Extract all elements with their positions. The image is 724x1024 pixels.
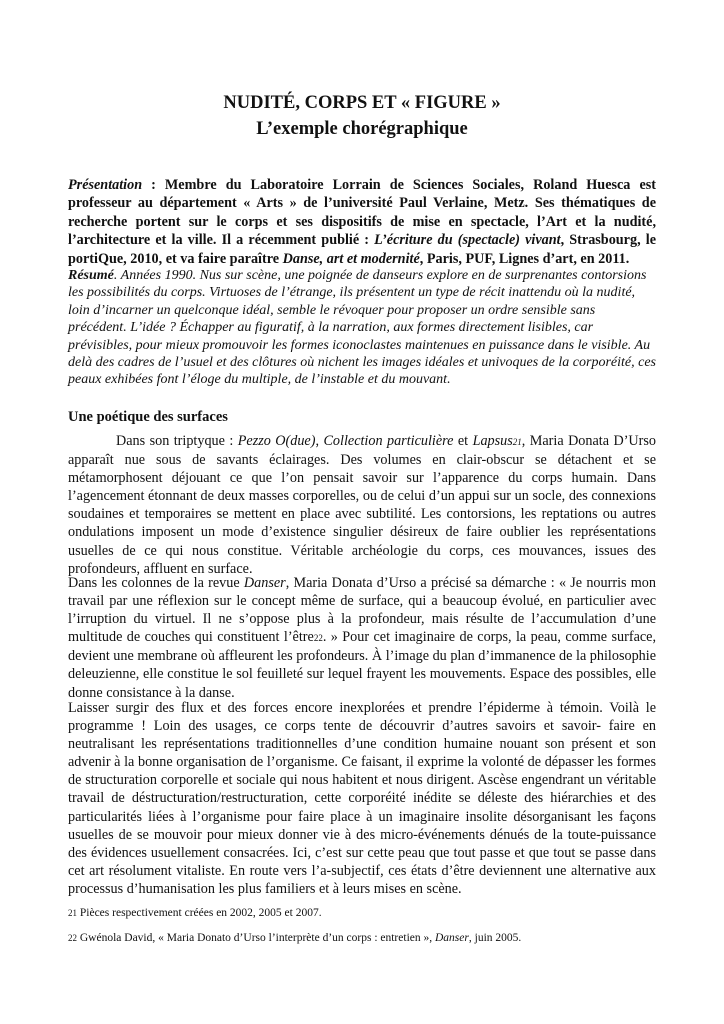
footnote-text: Pièces respectivement créées en 2002, 2005 et 2007.	[77, 907, 322, 919]
work-title-2: Collection particulière	[323, 433, 454, 449]
journal-title: Danser	[243, 575, 286, 591]
p2-text-b: , Maria Donata d’Urso a précisé sa démarche : « Je nourris mon travail par une réflexion sur le concept même de surface, qui a beaucoup évolué, en particulier avec l’irruption du virtuel. Il ne s’oppose plus à la profondeur, mais résulte de l’accumulation d’une multitude de couches qui constituent l’être	[68, 575, 656, 646]
footnote-ref-22[interactable]: 22	[313, 633, 323, 644]
article-title: NUDITÉ, CORPS ET « FIGURE »	[223, 93, 501, 113]
paragraph-3: Laisser surgir des flux et des forces encore inexplorées et prendre l’épiderme à témoin. Voilà le programme ! Loin des usages, ce corps tente de découvrir d’autres savoirs et savoir- faire en neutralisant les représentations traditionnelles d’une condition humaine nouant son présent et son advenir à la bonne organisation de l’organisme. Ce faisant, il exprime la volonté de dépasser les formes de structuration corporelle et sociale qui nous habitent et nous dirigent. Ascèse engendrant un véritable travail de déstructuration/restructuration, cette corporéité inédite se déleste des hiérarchies et des particularités liées à l’organisme pour faire place à un imaginaire insolite désorganisant les façons usuelles de se mouvoir pour mieux donner vie à des micro-événements dénués de la toute-puissance des évidences usuellement consacrées. Ici, c’est sur cette peau que tout passe et que tout se passe dans cet art résolument vitaliste. En route vers l’a-subjectif, ces états d’être deviennent une alternative aux processus d’humanisation les plus familiers et à leurs mises en scène.	[68, 700, 656, 897]
author-presentation	[68, 176, 656, 268]
footnote-ref-21[interactable]: 21	[512, 437, 522, 447]
book-title-2: Danse, art et modernité	[282, 250, 420, 267]
footnote-number: 22	[68, 933, 77, 943]
p1-text-a: Dans son triptyque :	[116, 433, 238, 449]
footnote-21	[68, 906, 322, 920]
p2-text-c: . » Pour cet imaginaire de corps, la peau, comme surface, devient une membrane où affleurent les profondeurs. À l’image du plan d’immanence de la philosophie deleuzienne, elle constitue le sol feuilleté sur lequel frayent les mouvements. Espace des possibles, elle donne consistance à la danse.	[68, 629, 657, 701]
abstract-label: Résumé	[68, 268, 114, 283]
p2-text-a: Dans les colonnes de la revue	[68, 575, 244, 591]
presentation-text-3: , Paris, PUF, Lignes d’art, en 2011.	[419, 250, 630, 267]
presentation-text-2: , Strasbourg, le portiQue, 2010, et va faire paraître	[68, 232, 656, 267]
abstract	[68, 267, 656, 389]
presentation-text-1: : Membre du Laboratoire Lorrain de Sciences Sociales, Roland Huesca est professeur au département « Arts » de l’université Paul Verlaine, Metz. Ses thématiques de recherche portent sur le corps et ses dispositifs de mise en spectacle, l’Art et la nudité, l’architecture et la ville. Il a récemment publié :	[68, 177, 656, 249]
work-title-1: Pezzo O(due)	[237, 433, 316, 449]
work-title-3: Lapsus	[472, 433, 513, 449]
presentation-label: Présentation	[68, 177, 143, 193]
footnote-text-a: Gwénola David, « Maria Donato d’Urso l’interprète d’un corps : entretien »,	[77, 932, 435, 944]
book-title-1: L’écriture du (spectacle) vivant	[374, 232, 561, 249]
footnote-journal: Danser	[435, 932, 469, 944]
abstract-text: . Années 1990. Nus sur scène, une poignée de danseurs explore en de surprenantes contorsions les possibilités du corps. Virtuoses de l’étrange, ils présentent un type de récit inattendu où la nudité, loin d’incarner un quelconque idéal, semble le révoquer pour proposer un ordre sensible sans précédent. L’idée ? Échapper au figuratif, à la narration, aux formes directement lisibles, car prévisibles, pour mieux promouvoir les formes iconoclastes maintenues en puissance dans le visible. Au delà des cadres de l’usuel et des clôtures où nichent les images idéales et univoques de la corporéité, ces peaux exhibées font l’éloge du multiple, de l’instable et du mouvant.	[68, 268, 656, 388]
p1-text-c: et	[453, 433, 473, 449]
article-subtitle: L’exemple chorégraphique	[256, 119, 468, 139]
footnote-text-b: , juin 2005.	[468, 932, 522, 944]
p1-text-d: , Maria Donata D’Urso apparaît nue sous de savants éclairages. Des volumes en clair-obscur se détachent et se métamorphosent déjouant ce que l’on pensait savoir sur l’apparence du corps humain. Dans l’agencement étonnant de deux masses corporelles, ou de celui d’un appui sur un socle, des connexions soudaines et temporaires se mettent en place avec subtilité. Les contorsions, les reptations ou autres ondulations imposent un mode d’existence singulier désireux de faire oublier les représentations usuelles de ce qui nous constitue. Véritable archéologie du corps, ces mouvances, issues des profondeurs, affluent en surface.	[68, 433, 657, 577]
paragraph-1	[68, 432, 656, 578]
paragraph-2	[68, 574, 656, 702]
section-heading: Une poétique des surfaces	[68, 409, 228, 425]
p1-text-b: ,	[315, 433, 324, 449]
footnote-22	[68, 931, 521, 945]
footnote-number: 21	[68, 908, 77, 918]
